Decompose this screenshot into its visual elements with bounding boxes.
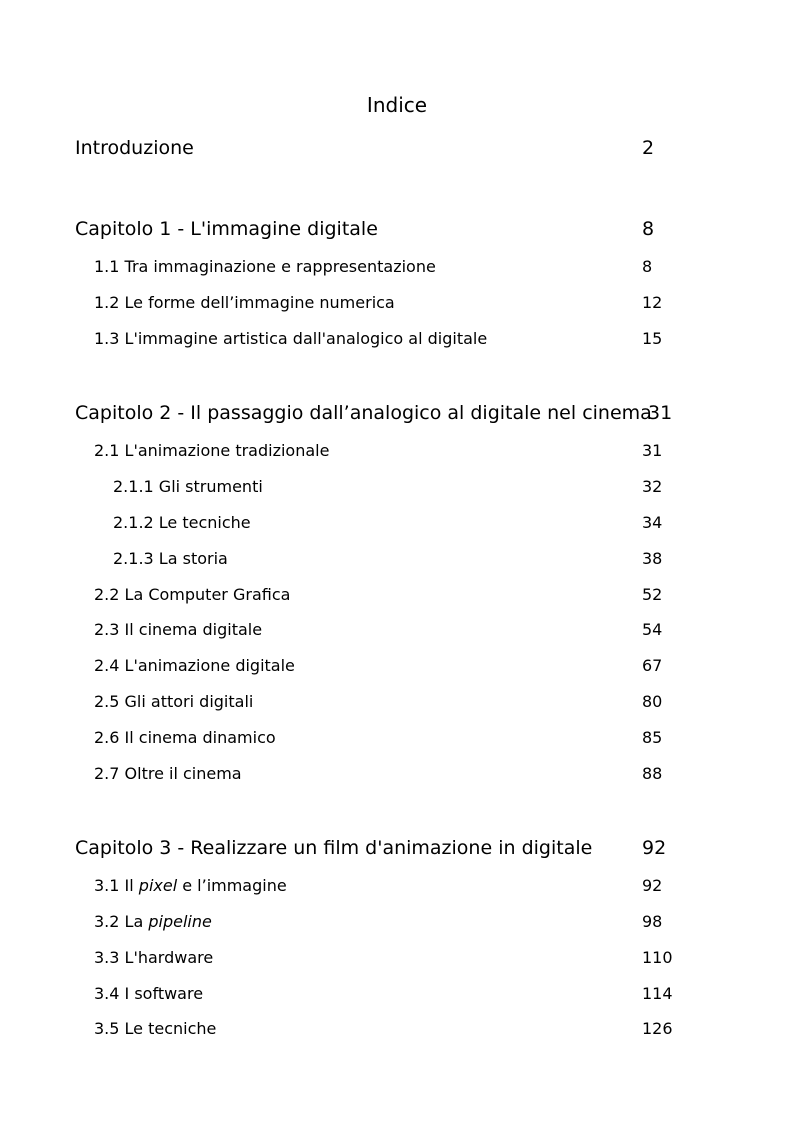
toc-section-label: 3.3 L'hardware	[94, 948, 214, 967]
toc-section-page: 32	[642, 477, 663, 496]
toc-section-page: 126	[642, 1019, 673, 1038]
toc-section-label: 1.3 L'immagine artistica dall'analogico al digitale	[94, 329, 488, 348]
toc-section-label-part: 3.1 Il	[94, 876, 139, 895]
toc-section-page: 85	[642, 728, 663, 747]
toc-chapter-2[interactable]	[75, 401, 672, 425]
toc-section-label	[94, 876, 287, 896]
toc-section-label: 1.1 Tra immaginazione e rappresentazione	[94, 257, 436, 276]
toc-section-label: 2.3 Il cinema digitale	[94, 620, 263, 639]
toc-section-page: 8	[642, 257, 653, 276]
toc-section-label: 2.1.3 La storia	[113, 549, 228, 568]
toc-section-label: 2.1 L'animazione tradizionale	[94, 441, 330, 460]
toc-chapter-page: 31	[648, 402, 673, 424]
toc-section-page: 98	[642, 912, 663, 931]
toc-section-page: 54	[642, 620, 663, 639]
toc-section-label: 2.2 La Computer Grafica	[94, 585, 291, 604]
toc-chapter-page: 8	[642, 218, 655, 240]
toc-chapter-page: 92	[642, 837, 667, 859]
toc-chapter-label: Capitolo 2 - Il passaggio dall’analogico al digitale nel cinema	[75, 402, 652, 424]
toc-section-label: 3.5 Le tecniche	[94, 1019, 217, 1038]
toc-section-page: 114	[642, 984, 673, 1003]
toc-section-label-emphasis: pixel	[138, 876, 178, 895]
toc-section-page: 110	[642, 948, 673, 967]
toc-section-page: 67	[642, 656, 663, 675]
toc-section-label: 2.1.2 Le tecniche	[113, 513, 251, 532]
toc-entry-page: 2	[642, 137, 655, 159]
toc-section-label	[94, 912, 212, 932]
toc-section-label-emphasis: pipeline	[148, 912, 212, 931]
toc-section-page: 38	[642, 549, 663, 568]
toc-section-page: 12	[642, 293, 663, 312]
toc-section-label: 3.4 I software	[94, 984, 204, 1003]
toc-section-label: 1.2 Le forme dell’immagine numerica	[94, 293, 395, 312]
toc-section-page: 52	[642, 585, 663, 604]
toc-section-page: 92	[642, 876, 663, 895]
toc-section-page: 31	[642, 441, 663, 460]
toc-section-page: 88	[642, 764, 663, 783]
toc-chapter-label: Capitolo 1 - L'immagine digitale	[75, 218, 378, 240]
toc-section-label: 2.6 Il cinema dinamico	[94, 728, 276, 747]
toc-chapter-label: Capitolo 3 - Realizzare un film d'animazione in digitale	[75, 837, 593, 859]
toc-section-label: 2.7 Oltre il cinema	[94, 764, 242, 783]
toc-entry-label: Introduzione	[75, 137, 194, 159]
toc-section-page: 80	[642, 692, 663, 711]
toc-section-page: 15	[642, 329, 663, 348]
toc-section-label-part: e l’immagine	[177, 876, 287, 895]
page-title: Indice	[366, 93, 428, 117]
toc-section-label: 2.1.1 Gli strumenti	[113, 477, 263, 496]
toc-section-label: 2.5 Gli attori digitali	[94, 692, 254, 711]
toc-section-label: 2.4 L'animazione digitale	[94, 656, 295, 675]
toc-section-label-part: 3.2 La	[94, 912, 149, 931]
toc-section-page: 34	[642, 513, 663, 532]
